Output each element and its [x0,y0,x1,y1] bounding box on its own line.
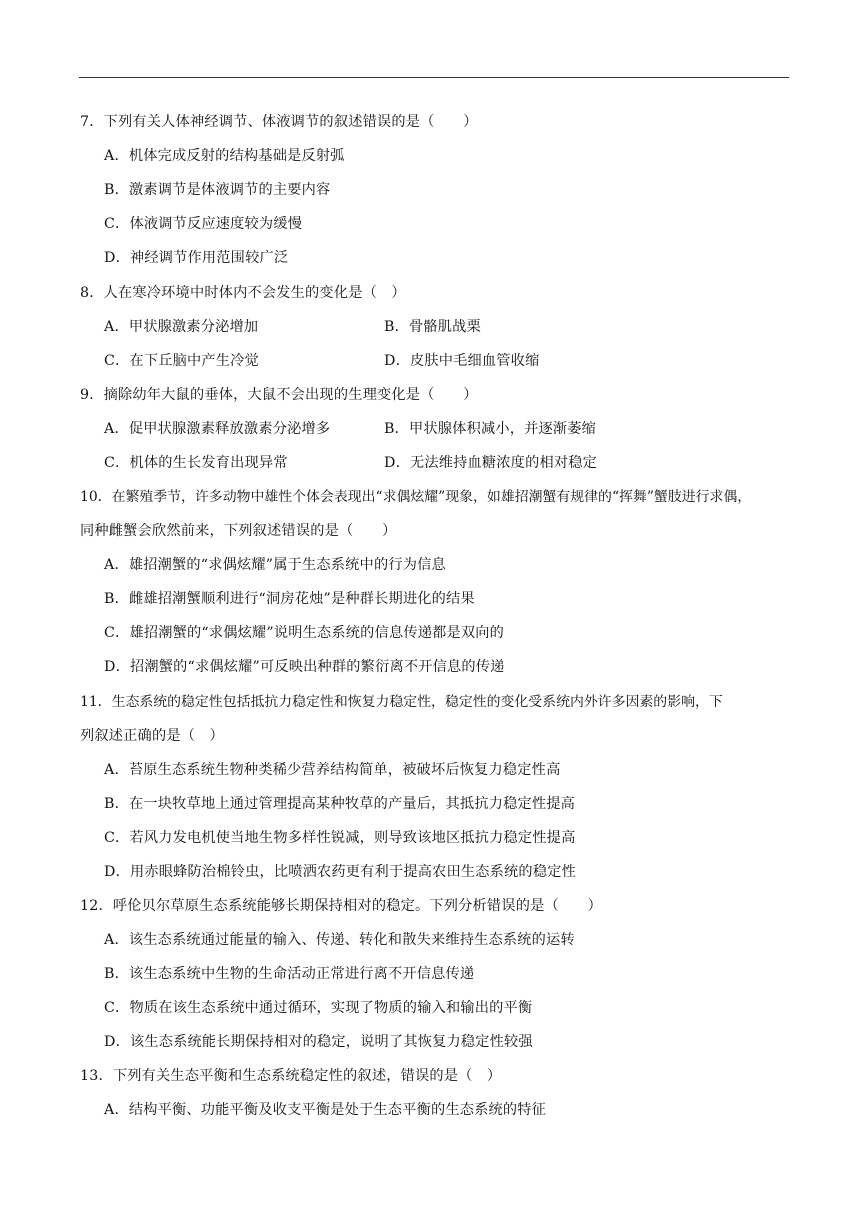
question-12-option-b: B．该生态系统中生物的生命活动正常进行离不开信息传递 [104,966,475,982]
header-rule [79,77,789,78]
question-10-option-a: A．雄招潮蟹的“求偶炫耀”属于生态系统中的行为信息 [104,557,446,573]
question-9-option-a: A．促甲状腺激素释放激素分泌增多 [104,421,331,437]
question-8-option-d: D．皮肤中毛细血管收缩 [384,353,540,369]
question-9-option-c: C．机体的生长发育出现异常 [104,455,288,471]
question-13-option-a: A．结构平衡、功能平衡及收支平衡是处于生态平衡的生态系统的特征 [104,1102,547,1118]
question-7-option-d: D．神经调节作用范围较广泛 [104,250,289,266]
question-9-option-d: D．无法维持血糖浓度的相对稳定 [384,455,598,471]
question-10-stem-line-1: 10．在繁殖季节，许多动物中雄性个体会表现出“求偶炫耀”现象，如雄招潮蟹有规律的“挥舞”蟹肢进行求偶， [80,489,752,505]
question-12-stem: 12．呼伦贝尔草原生态系统能够长期保持相对的稳定。下列分析错误的是（ ） [80,898,603,914]
question-8-stem: 8．人在寒冷环境中时体内不会发生的变化是（ ） [80,285,406,301]
question-11-option-a: A．苔原生态系统生物种类稀少营养结构简单，被破坏后恢复力稳定性高 [104,762,561,778]
question-7-stem: 7．下列有关人体神经调节、体液调节的叙述错误的是（ ） [80,114,478,130]
question-11-stem-line-1: 11．生态系统的稳定性包括抵抗力稳定性和恢复力稳定性，稳定性的变化受系统内外许多因素的影响，下 [80,694,723,710]
question-8-option-c: C．在下丘脑中产生冷觉 [104,353,259,369]
question-9-stem: 9．摘除幼年大鼠的垂体，大鼠不会出现的生理变化是（ ） [80,387,478,403]
question-11-option-d: D．用赤眼蜂防治棉铃虫，比喷洒农药更有利于提高农田生态系统的稳定性 [104,864,576,880]
question-7-option-b: B．激素调节是体液调节的主要内容 [104,182,331,198]
question-8-option-a: A．甲状腺激素分泌增加 [104,319,259,335]
question-7-option-c: C．体液调节反应速度较为缓慢 [104,216,303,232]
question-12-option-d: D．该生态系统能长期保持相对的稳定，说明了其恢复力稳定性较强 [104,1034,533,1050]
question-10-stem-line-2: 同种雌蟹会欣然前来，下列叙述错误的是（ ） [80,523,397,539]
question-10-option-b: B．雌雄招潮蟹顺利进行“洞房花烛”是种群长期进化的结果 [104,591,475,607]
question-11-option-b: B．在一块牧草地上通过管理提高某种牧草的产量后，其抵抗力稳定性提高 [104,796,576,812]
question-10-option-d: D．招潮蟹的“求偶炫耀”可反映出种群的繁衍离不开信息的传递 [104,659,505,675]
question-7-option-a: A．机体完成反射的结构基础是反射弧 [104,148,345,164]
question-12-option-c: C．物质在该生态系统中通过循环，实现了物质的输入和输出的平衡 [104,1000,533,1016]
question-9-option-b: B．甲状腺体积减小，并逐渐萎缩 [384,421,597,437]
question-11-stem-line-2: 列叙述正确的是（ ） [80,728,224,744]
question-12-option-a: A．该生态系统通过能量的输入、传递、转化和散失来维持生态系统的运转 [104,932,575,948]
question-10-option-c: C．雄招潮蟹的“求偶炫耀”说明生态系统的信息传递都是双向的 [104,625,505,641]
question-8-option-b: B．骨骼肌战栗 [384,319,481,335]
question-13-stem: 13．下列有关生态平衡和生态系统稳定性的叙述，错误的是（ ） [80,1068,502,1084]
question-11-option-c: C．若风力发电机使当地生物多样性锐减，则导致该地区抵抗力稳定性提高 [104,830,576,846]
